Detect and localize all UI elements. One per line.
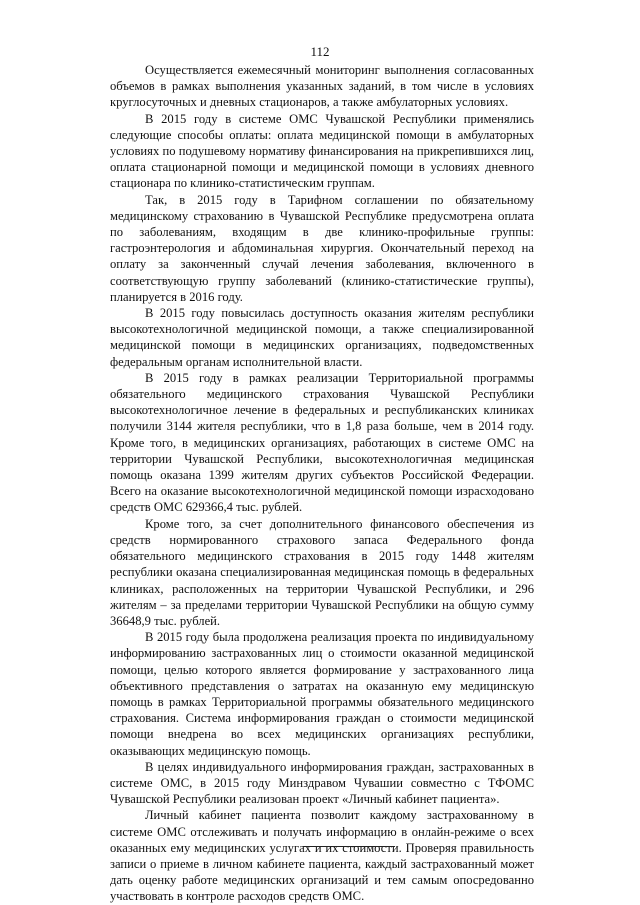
body-text xyxy=(110,62,534,905)
paragraph-monitoring: Осуществляется ежемесячный мониторинг выполнения согласованных объемов в рамках выполнения указанных заданий, в том числе в условиях круглосуточных и дневных стационаров, а также амбулаторных условиях. xyxy=(110,63,534,110)
paragraph-insurance-reserve: Кроме того, за счет дополнительного финансового обеспечения из средств нормированного страхового запаса Федерального фонда обязательного медицинского страхования в 2015 году 1448 жителям республики оказана специализированная медицинская помощь в федеральных клиниках, расположенных на территории Чувашской Республики, и 296 жителям – за пределами территории Чувашской Республики на общую сумму 36648,9 тыс. рублей. xyxy=(110,516,534,628)
paragraph-individual-informing: В 2015 году была продолжена реализация проекта по индивидуальному информированию застрахованных лиц о стоимости оказанной медицинской помощи, целью которого является формирование у застрахованного лица объективного представления о затратах на оказанную ему медицинскую помощь в рамках Территориальной программы обязательного медицинского страхования. Система информирования граждан о стоимости медицинской помощи внедрена во всех медицинских организациях республики, оказывающих медицинскую помощь. xyxy=(110,630,534,758)
footnote-separator xyxy=(303,846,395,847)
paragraph-payment-methods: В 2015 году в системе ОМС Чувашской Республики применялись следующие способы оплаты: оплата медицинской помощи в амбулаторных условиях по подушевому нормативу финансирования на прикрепившихся лиц, оплата стационарной помощи и медицинской помощи в условиях дневного стационара по клинико-статистическим группам. xyxy=(110,111,534,191)
paragraph-personal-account-features: Личный кабинет пациента позволит каждому застрахованному в системе ОМС отслеживать и получать информацию в онлайн-режиме о всех оказанных ему медицинских услугах и их стоимости. Проверяя правильность записи о приеме в личном кабинете пациента, каждый застрахованный может дать оценку работе медицинских организаций и тем самым опосредованно участвовать в контроле расходов средств ОМС. xyxy=(110,808,534,904)
paragraph-territorial-program: В 2015 году в рамках реализации Территориальной программы обязательного медицинского страхования Чувашской Республики высокотехнологичное лечение в федеральных и республиканских клиниках получили 3144 жителя республики, что в 1,8 раза больше, чем в 2014 году. Кроме того, в медицинских организациях, работающих в системе ОМС на территории Чувашской Республики, высокотехнологичная медицинская помощь оказана 1399 жителям других субъектов Российской Федерации. Всего на оказание высокотехнологичной медицинской помощи израсходовано средств ОМС 629366,4 тыс. рублей. xyxy=(110,370,534,515)
paragraph-tariff-agreement: Так, в 2015 году в Тарифном соглашении по обязательному медицинскому страхованию в Чувашской Республике предусмотрена оплата по заболеваниям, входящим в две клинико-профильные группы: гастроэнтерология и абдоминальная хирургия. Окончательный переход на оплату за законченный случай лечения заболевания, включенного в соответствующую группу заболеваний (клинико-статистические группы), планируется в 2016 году. xyxy=(110,192,534,304)
paragraph-high-tech-availability: В 2015 году повысилась доступность оказания жителям республики высокотехнологичной медицинской помощи, а также специализированной медицинской помощи в медицинских организациях, подведомственных федеральным органам исполнительной власти. xyxy=(110,306,534,369)
paragraph-personal-account-project: В целях индивидуального информирования граждан, застрахованных в системе ОМС, в 2015 году Минздравом Чувашии совместно с ТФОМС Чувашской Республики реализован проект «Личный кабинет пациента». xyxy=(110,759,534,807)
page-number: 112 xyxy=(310,44,330,59)
